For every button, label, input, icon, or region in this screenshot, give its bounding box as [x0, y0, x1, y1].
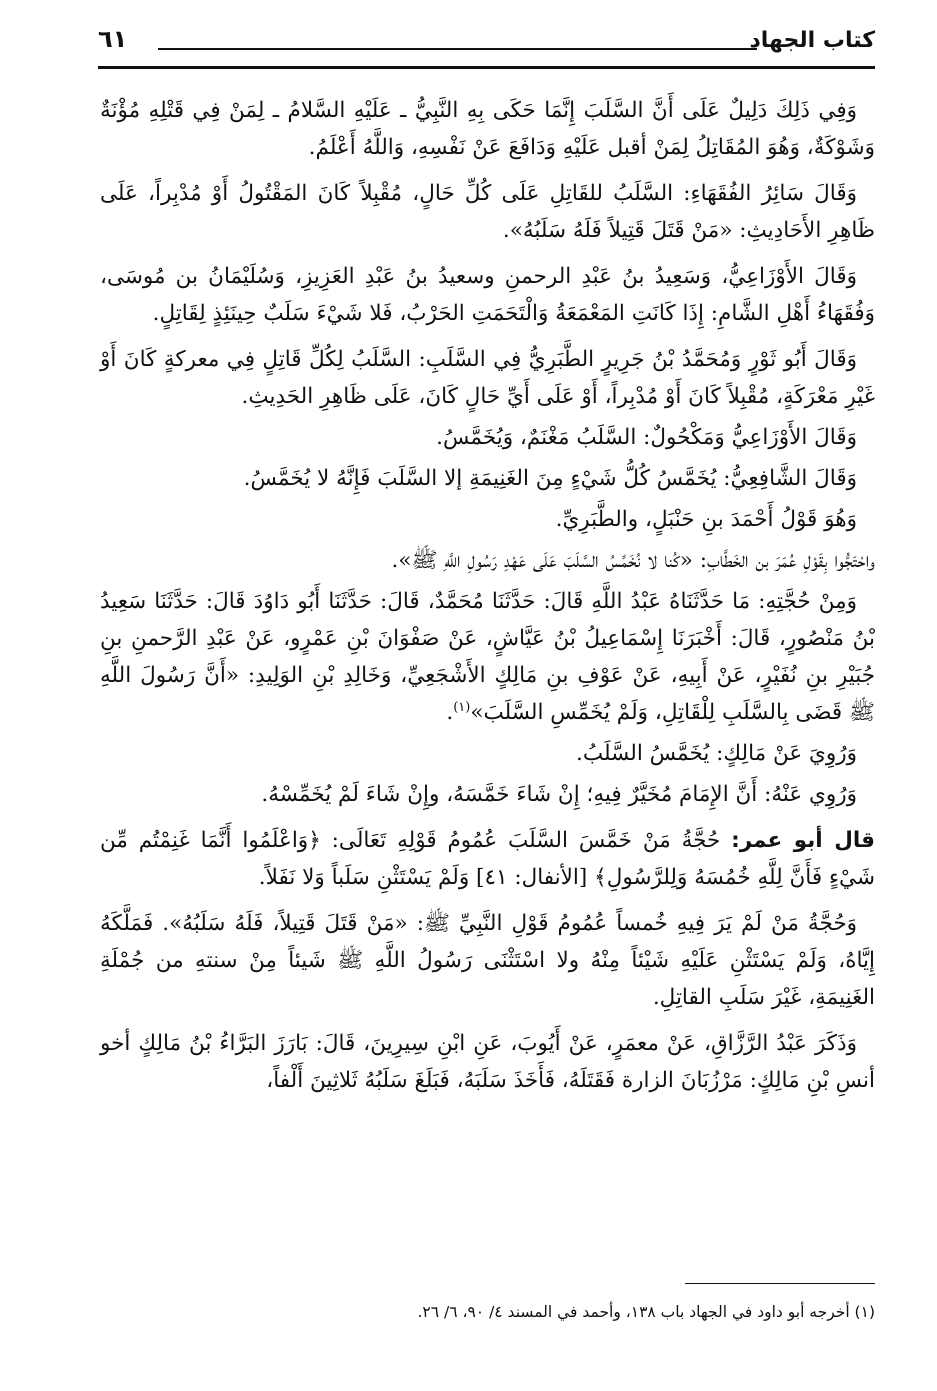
page-number: ٦١: [98, 25, 128, 53]
main-text: [100, 92, 875, 1108]
paragraph: وَذَكَرَ عَبْدُ الرَّزَّاقِ، عَنْ معمَرٍ، عَنْ أَيُوبَ، عَنِ ابْنِ سِيرِينَ، قَالَ: بَارَزَ البَرَّاءُ بْنُ مَالِكٍ أخو أنسِ بْنِ مَالِكٍ: مَرْزُبَانَ الزارة فَقَتَلَهُ، فَأَخَذَ سَلَبَهُ، فَبَلَغَ سَلَبُهُ ثَلاثِينَ أَلْفاً،: [100, 1031, 875, 1093]
footnote: (١) أخرجه أبو داود في الجهاد باب ١٣٨، وأحمد في المسند ٤/ ٩٠، ٦/ ٢٦.: [417, 1303, 875, 1321]
paragraph: وَفِي ذَلِكَ دَلِيلٌ عَلَى أَنَّ السَّلَبَ إِنَّمَا حَكَى بِهِ النَّبِيُّ ـ عَلَيْهِ السَّلامُ ـ لِمَنْ فِي قَتْلِهِ مُؤْنَةٌ وَشَوْكَةٌ، وَهُوَ المُقَاتِلُ لِمَنْ أقبل عَلَيْهِ وَدَافَعَ عَنْ نَفْسِهِ، وَاللَّهُ أَعْلَمُ.: [100, 98, 875, 160]
paragraph: وَقَالَ أَبُو ثَوْرٍ وَمُحَمَّدُ بْنُ جَرِيرٍ الطَّبَرِيُّ فِي السَّلَبِ: السَّلَبُ لِكُلِّ قَاتِلٍ فِي معركةٍ كَانَ أَوْ غَيْرِ مَعْرَكَةٍ، مُقْبِلاً كَانَ أَوْ مُدْبِراً، أَوْ عَلَى أَيِّ حَالٍ كَانَ، عَلَى ظَاهِرِ الحَدِيثِ.: [100, 347, 875, 409]
paragraph: وَقَالَ سَائِرُ الفُقَهَاءِ: السَّلَبُ للقَاتِلِ عَلَى كُلِّ حَالٍ، مُقْبِلاً كَانَ المَقْتُولُ أَوْ مُدْبِراً، عَلَى ظَاهِرِ الأَحَادِيثِ: «مَنْ قَتَلَ قَتِيلاً فَلَهُ سَلَبُهُ».: [100, 181, 875, 243]
running-title: كتاب الجهاد: [749, 28, 875, 53]
paragraph-text: حُجَّةُ مَنْ خَمَّسَ السَّلَبَ عُمُومُ قَوْلِهِ تَعَالَى: ﴿وَاعْلَمُوا أَنَّمَا غَنِمْتُم مِّن شَيْءٍ فَأَنَّ لِلَّهِ خُمُسَهُ وَلِلرَّسُولِ﴾ [الأنفال: ٤١] وَلَمْ يَسْتَثْنِ سَلَباً وَلا نَفَلاً.: [100, 828, 875, 890]
paragraph: واحْتَجُّوا بِقَوْلِ عُمَرَ بن الخَطَّابِ: «كُنا لا نُخَمِّسُ السَّلَبَ عَلَى عَهْدِ رَسُولِ اللَّهِ ﷺ».: [391, 548, 875, 573]
period: .: [446, 700, 454, 725]
paragraph: وَحُجَّةُ مَنْ لَمْ يَرَ فِيهِ خُمساً عُمُومُ قَوْلِ النَّبِيِّ ﷺ: «مَنْ قَتَلَ قَتِيلاً، فَلَهُ سَلَبُهُ». فَمَلَّكَهُ إِيَّاهُ، وَلَمْ يَسْتَثْنِ عَلَيْهِ شَيْئاً مِنْهُ ولا اسْتَثْنَى رَسُولُ اللَّهِ ﷺ شَيئاً مِنْ سنتهِ من جُمْلَةِ الغَنِيمَةِ، غَيْرَ سَلَبِ القاتِلِ.: [100, 911, 875, 1010]
header-rule: [158, 48, 757, 50]
paragraph: وَقَالَ الأَوْزَاعِيُّ، وَسَعِيدُ بنُ عَبْدِ الرحمنِ وسعيدُ بنُ عَبْدِ العَزِيزِ، وَسُلَيْمَانُ بن مُوسَى، وَفُقَهَاءُ أَهْلِ الشَّامِ: إِذَا كَانَتِ المَعْمَعَةُ وَالْتَحَمَتِ الحَرْبُ، فَلا شَيْءَ سَلَبٌ حِينَئِذٍ لِقَاتِلٍ.: [100, 264, 875, 326]
page-header: [98, 22, 875, 69]
paragraph: وَرُوِي عَنْهُ: أَنَّ الإِمَامَ مُخَيَّرٌ فِيهِ؛ إِنْ شَاءَ خَمَّسَهُ، وإِنْ شَاءَ لَمْ يُخَمِّسْهُ.: [261, 782, 857, 807]
paragraph: وَهُوَ قَوْلُ أَحْمَدَ بنِ حَنْبَلٍ، والطَّبَرِيِّ.: [555, 507, 857, 532]
paragraph-abu-omar: [100, 822, 875, 896]
paragraph: وَقَالَ الشَّافِعِيُّ: يُخَمَّسُ كُلُّ شَيْءٍ مِنَ الغَنِيمَةِ إلا السَّلَبَ فَإِنَّهُ لا يُخَمَّسُ.: [243, 466, 857, 491]
footnote-reference[interactable]: (١): [453, 699, 471, 715]
paragraph: وَرُوِيَ عَنْ مَالِكٍ: يُخَمَّسُ السَّلَبُ.: [576, 741, 857, 766]
paragraph-text: وَمِنْ حُجَّتِهِ: مَا حَدَّثَنَاهُ عَبْدُ اللَّهِ قَالَ: حَدَّثَنَا مُحَمَّدٌ، قَالَ: حَدَّثَنَا أَبُو دَاوُدَ قَالَ: حَدَّثَنَا سَعِيدُ بْنُ مَنْصُورٍ، قَالَ: أَخْبَرَنَا إِسْمَاعِيلُ بْنُ عَيَّاشٍ، عَنْ صَفْوَانَ بْنِ عَمْرٍو، عَنْ عَبْدِ الرَّحمنِ بنِ جُبَيْرِ بنِ نُفَيْرٍ، عَنْ أَبِيهِ، عَنْ عَوْفِ بنِ مَالِكٍ الأَشْجَعِيِّ، وَخَالِدِ بْنِ الوَلِيدِ: «أَنَّ رَسُولَ اللَّهِ ﷺ قَضَى بِالسَّلَبِ لِلْقَاتِلِ، وَلَمْ يُخَمِّسِ السَّلَبَ»: [100, 589, 875, 725]
paragraph: وَقَالَ الأَوْزَاعِيُّ وَمَكْحُولٌ: السَّلَبُ مَغْنَمٌ، وَيُخَمَّسُ.: [436, 425, 857, 450]
abu-omar-label: قال أبو عمر:: [731, 828, 875, 853]
footnote-divider: [685, 1283, 875, 1284]
paragraph-with-footnote: [100, 583, 875, 731]
